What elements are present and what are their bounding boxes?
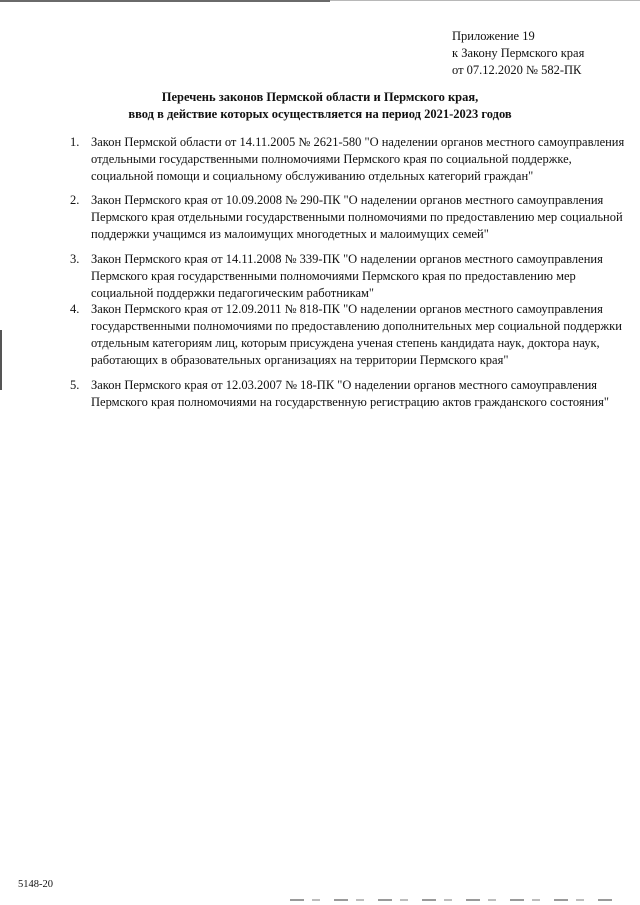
list-item-number: 3.	[70, 252, 80, 266]
appendix-law-reference: к Закону Пермского края	[452, 46, 585, 60]
scan-artifact-bottom-line	[290, 899, 620, 901]
appendix-law-date: от 07.12.2020 № 582-ПК	[452, 63, 582, 77]
list-item-text	[91, 192, 623, 243]
list-item-number: 4.	[70, 302, 80, 316]
list-item-line: Закон Пермского края от 12.03.2007 № 18-ПК "О наделении органов местного самоуправления	[91, 378, 598, 392]
list-item-line: Пермского края государственными полномочиями Пермского края по предоставлению мер	[91, 269, 576, 283]
appendix-number: Приложение 19	[452, 29, 535, 43]
list-item-line: социальной помощи и социальному обслуживанию отдельных категорий граждан"	[91, 169, 534, 183]
title-line-1: Перечень законов Пермской области и Пермского края,	[161, 90, 479, 104]
list-item-line: социальной поддержки педагогическим работникам"	[91, 286, 375, 300]
list-item-line: Пермского края полномочиями на государственную регистрацию актов гражданского состояния"	[91, 395, 609, 409]
list-item-number: 5.	[70, 378, 80, 392]
title-line-2: ввод в действие которых осуществляется на период 2021-2023 годов	[128, 107, 512, 121]
list-item-line: поддержки учащимся из малоимущих многодетных и малоимущих семей"	[91, 227, 489, 241]
list-item-number: 1.	[70, 135, 80, 149]
appendix-header	[452, 28, 584, 79]
document-title	[60, 89, 580, 123]
scan-artifact-left-edge	[0, 330, 2, 390]
list-item-line: государственными полномочиями по предоставлению дополнительных мер социальной поддержки	[91, 319, 622, 333]
list-item-line: Закон Пермского края от 10.09.2008 № 290-ПК "О наделении органов местного самоуправления	[91, 193, 604, 207]
list-item-number: 2.	[70, 193, 80, 207]
list-item-line: отдельными государственными полномочиями Пермского края по социальной поддержке,	[91, 152, 572, 166]
list-item-text	[91, 251, 603, 302]
list-item-line: Закон Пермской области от 14.11.2005 № 2621-580 "О наделении органов местного самоуправления	[91, 135, 625, 149]
list-item-line: отдельным категориям лиц, которым присуждена ученая степень кандидата наук, доктора наук,	[91, 336, 600, 350]
list-item-line: Закон Пермского края от 14.11.2008 № 339-ПК "О наделении органов местного самоуправления	[91, 252, 603, 266]
list-item-text	[91, 377, 609, 411]
document-code: 5148-20	[18, 879, 53, 890]
list-item-text	[91, 301, 622, 369]
list-item-line: Пермского края отдельными государственными полномочиями по предоставлению мер социальной	[91, 210, 623, 224]
scan-artifact-top-line	[0, 0, 330, 2]
scan-artifact-top-line-faint	[330, 0, 640, 1]
list-item-line: Закон Пермского края от 12.09.2011 № 818-ПК "О наделении органов местного самоуправления	[91, 302, 603, 316]
list-item-line: работающих в образовательных организациях на территории Пермского края"	[91, 353, 509, 367]
list-item-text	[91, 134, 625, 185]
